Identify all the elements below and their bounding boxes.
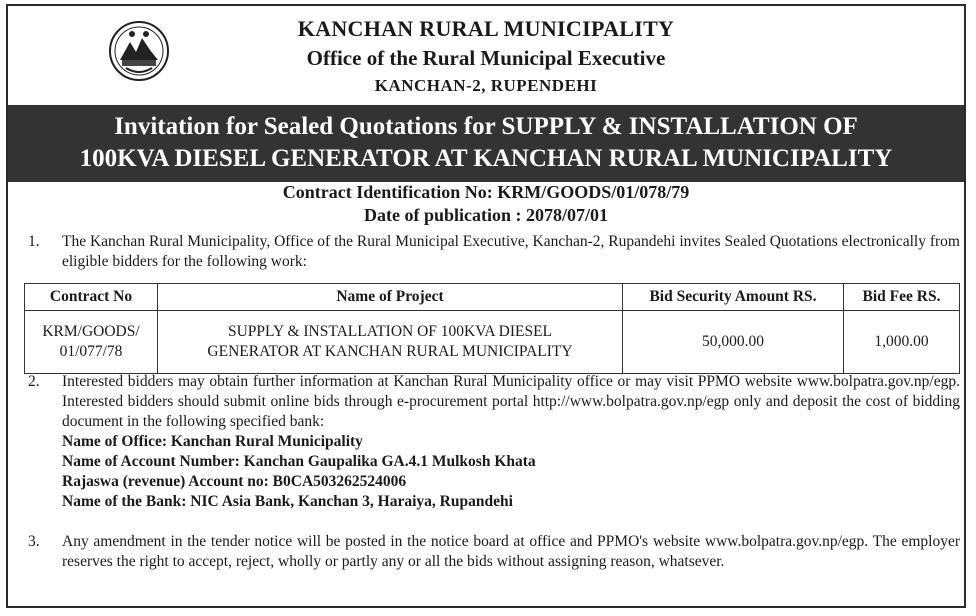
paragraph-text: Any amendment in the tender notice will be posted in the notice board at office and PPMO's website www.bolpatra.gov.np/egp. The employer reserves the right to accept, reject, wholly or partly any or all the bids without assigning reason, whatsever. xyxy=(62,533,960,570)
office-location: KANCHAN-2, RUPENDEHI xyxy=(374,76,598,95)
table-row xyxy=(25,311,960,374)
cell-bid-security: 50,000.00 xyxy=(623,311,844,374)
bank-name-line: Name of the Bank: NIC Asia Bank, Kanchan 3, Haraiya, Rupandehi xyxy=(62,493,513,510)
project-line-1: SUPPLY & INSTALLATION OF 100KVA DIESEL xyxy=(227,323,553,340)
notice-title-banner xyxy=(8,105,964,182)
title-line-2: 100KVA DIESEL GENERATOR AT KANCHAN RURAL MUNICIPALITY xyxy=(79,145,893,172)
office-name-line: Name of Office: Kanchan Rural Municipality xyxy=(62,433,363,450)
paragraph-number: 2. xyxy=(28,373,40,390)
paragraph-1 xyxy=(28,232,960,272)
cell-bid-fee: 1,000.00 xyxy=(844,311,960,374)
office-name: Office of the Rural Municipal Executive xyxy=(306,46,666,70)
publication-date: Date of publication : 2078/07/01 xyxy=(363,205,608,225)
cell-contract-no xyxy=(25,311,158,374)
paragraph-3 xyxy=(28,532,960,572)
cell-project-name xyxy=(158,311,623,374)
contract-no-line-1: KRM/GOODS/ xyxy=(42,323,140,340)
paragraph-text: Interested bidders may obtain further information at Kanchan Rural Municipality office or may visit PPMO website www.bolpatra.gov.np/egp. Interested bidders should submit online bids through e-procurement portal http://www.bolpatra.gov.np/egp only and deposit the cost of bidding document in the following specified bank: xyxy=(62,373,960,430)
account-number-line: Rajaswa (revenue) Account no: B0CA503262524006 xyxy=(62,473,407,490)
header-project-name: Name of Project xyxy=(158,284,623,311)
contract-identification: Contract Identification No: KRM/GOODS/01/078/79 xyxy=(282,182,690,202)
paragraph-number: 3. xyxy=(28,533,40,550)
paragraph-text: The Kanchan Rural Municipality, Office of the Rural Municipal Executive, Kanchan-2, Rupandehi invites Sealed Quotations electronically from eligible bidders for the following work: xyxy=(62,233,960,270)
project-line-2: GENERATOR AT KANCHAN RURAL MUNICIPALITY xyxy=(207,343,573,360)
table-header-row xyxy=(25,284,960,311)
notice-header xyxy=(8,6,964,104)
bid-table xyxy=(24,283,960,374)
header-contract-no: Contract No xyxy=(25,284,158,311)
paragraph-number: 1. xyxy=(28,233,40,250)
title-line-1: Invitation for Sealed Quotations for SUPPLY & INSTALLATION OF xyxy=(114,113,858,140)
contract-no-line-2: 01/077/78 xyxy=(59,343,123,360)
notice-frame xyxy=(6,4,966,608)
header-bid-security: Bid Security Amount RS. xyxy=(623,284,844,311)
header-bid-fee: Bid Fee RS. xyxy=(844,284,960,311)
paragraph-2 xyxy=(28,372,960,512)
municipality-name: KANCHAN RURAL MUNICIPALITY xyxy=(297,16,675,41)
account-name-line: Name of Account Number: Kanchan Gaupalika GA.4.1 Mulkosh Khata xyxy=(62,453,536,470)
